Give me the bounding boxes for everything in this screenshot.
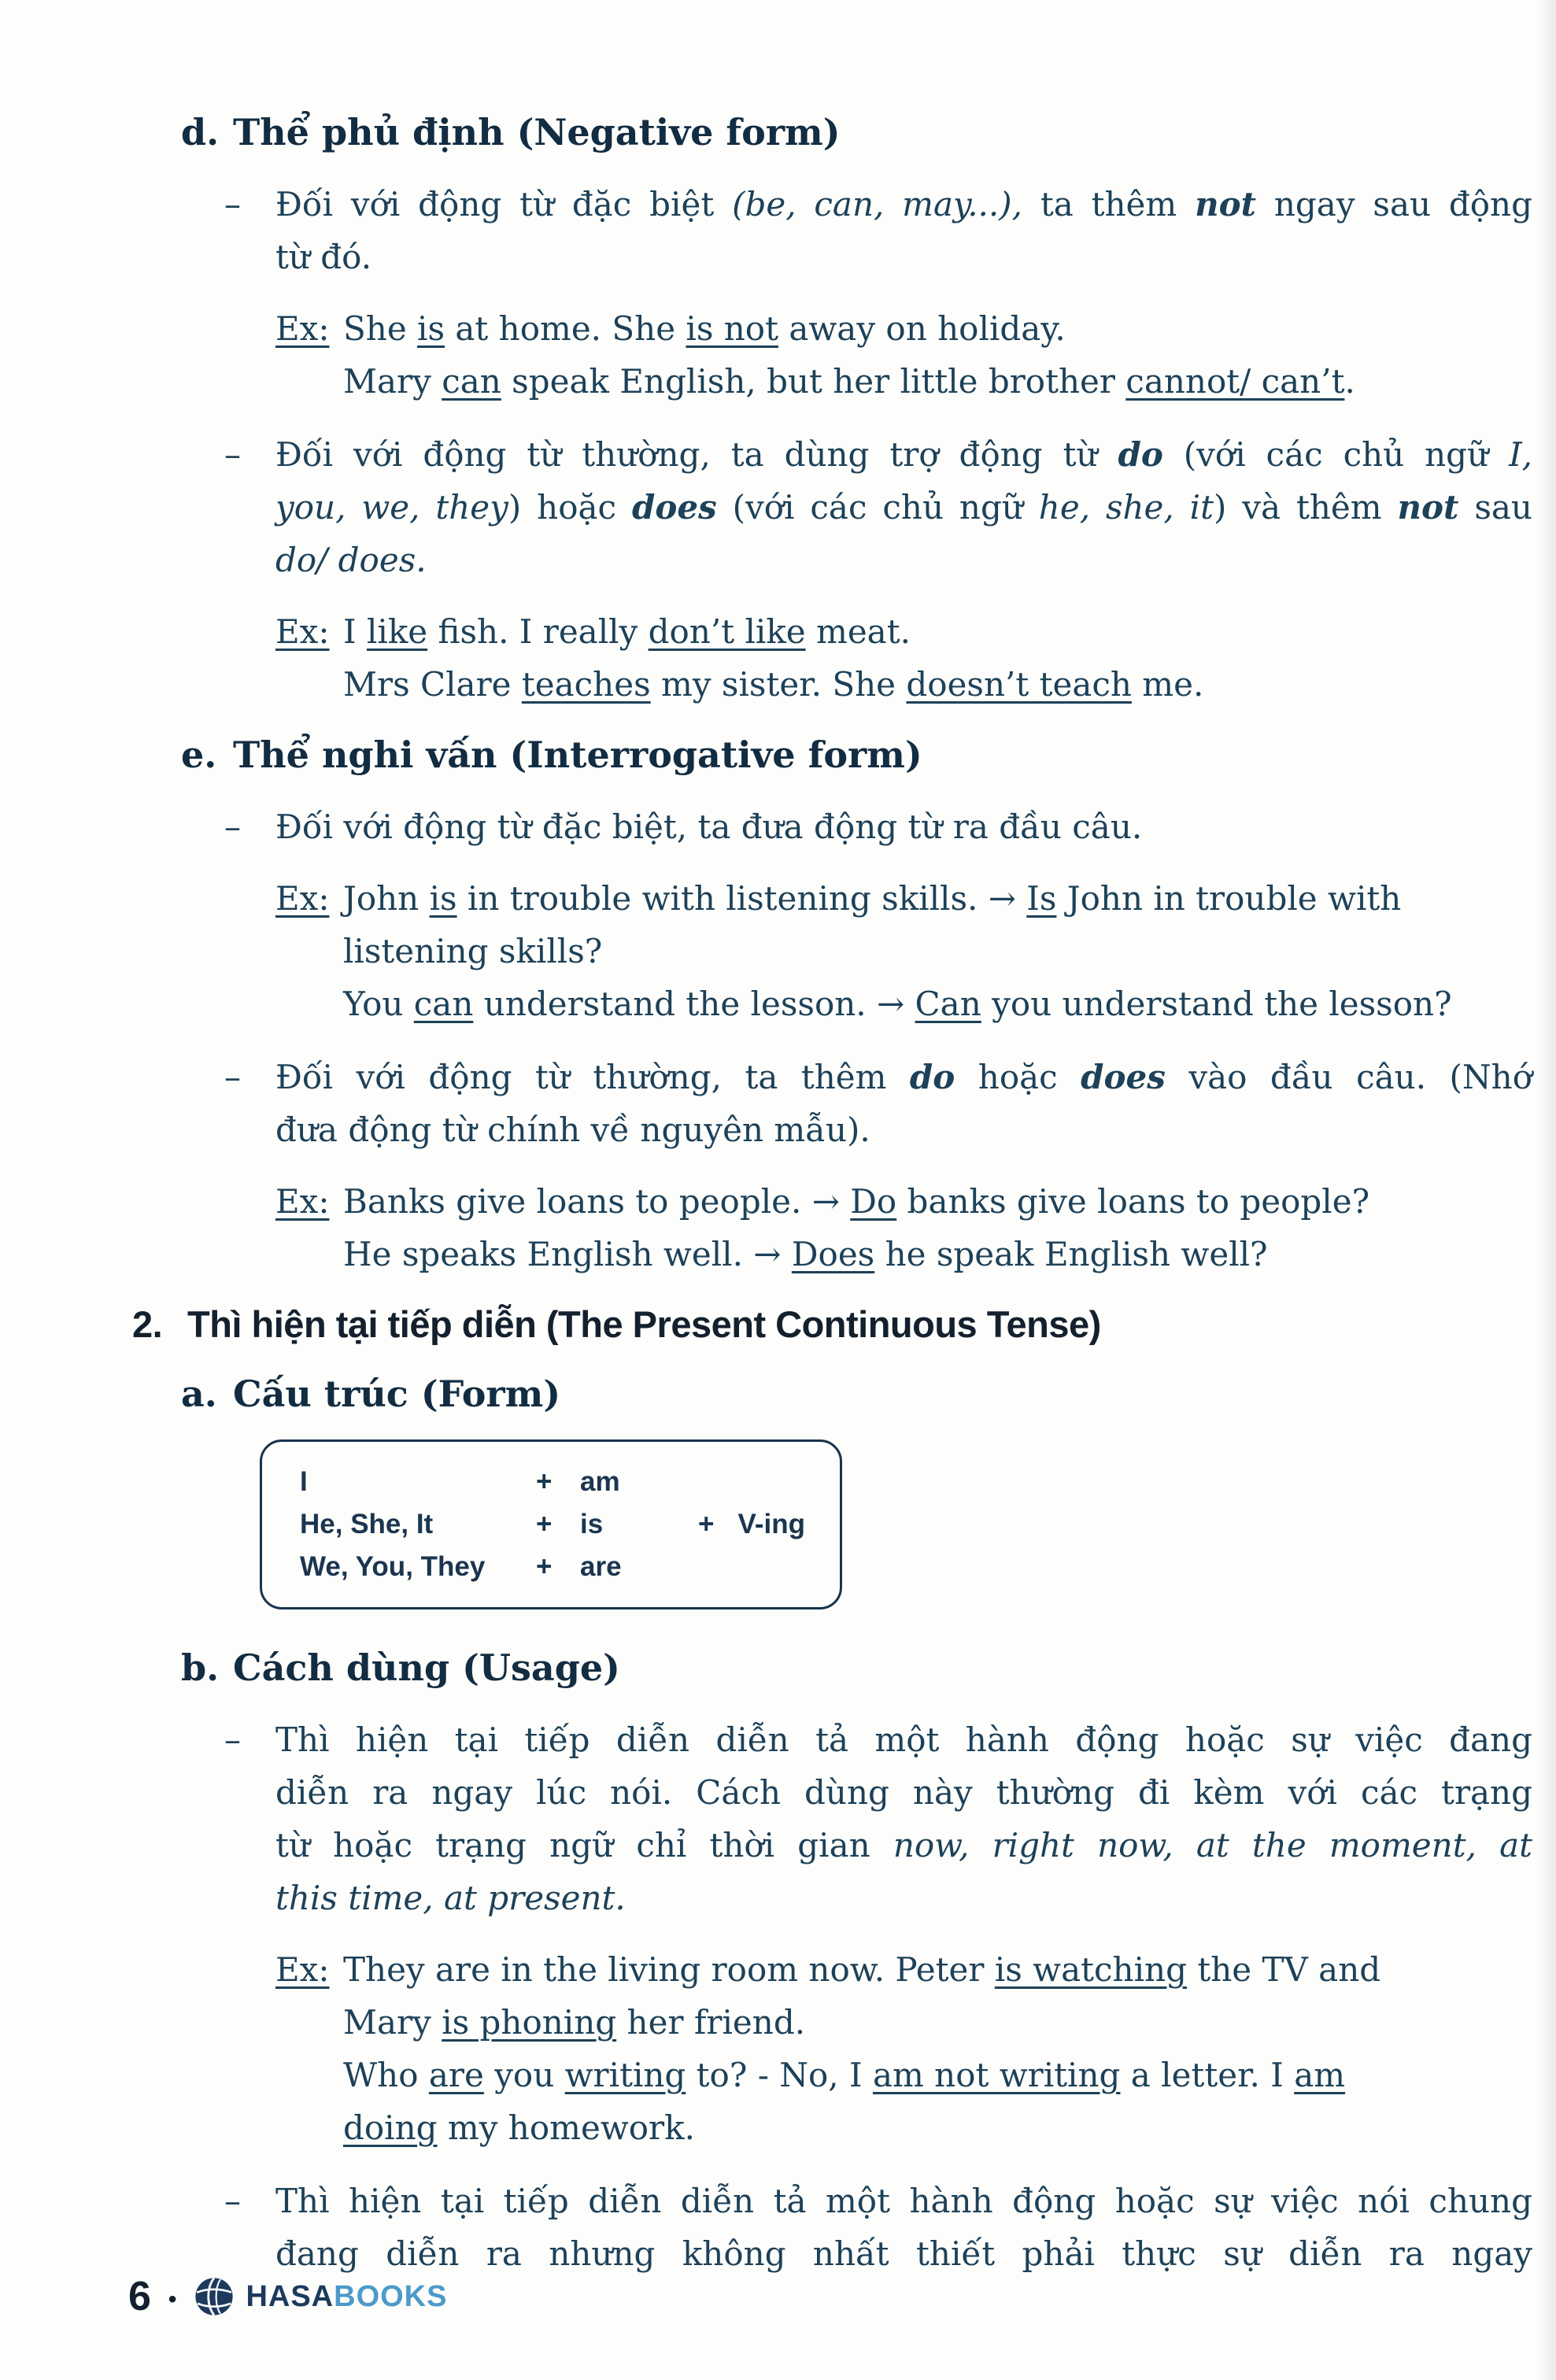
text-segment: me. — [1131, 665, 1204, 704]
brand-wordmark — [246, 2280, 447, 2314]
text-segment: am not writing — [872, 2056, 1121, 2094]
text-segment: Thì hiện tại tiếp diễn diễn tả một hành động hoặc sự việc nói chung — [275, 2182, 1532, 2220]
form-ving: V-ing — [737, 1509, 806, 1539]
text-segment: the TV and — [1186, 1950, 1381, 1989]
text-segment: ta thêm — [1022, 185, 1196, 224]
example-line — [343, 2101, 1532, 2154]
example-line — [343, 302, 1532, 355]
example-line — [343, 925, 1532, 978]
page-number: 6 — [128, 2274, 151, 2319]
text-segment: he speak English well? — [874, 1235, 1268, 1273]
text-segment: đưa động từ chính về nguyên mẫu). — [275, 1111, 870, 1149]
example-label: Ex: — [275, 309, 330, 348]
text-segment: (với các chủ ngữ — [716, 488, 1039, 527]
section-heading — [181, 731, 1532, 778]
text-line — [275, 2227, 1532, 2280]
text-segment: am — [1294, 2056, 1346, 2094]
text-segment: her friend. — [616, 2003, 806, 2042]
text-segment: a letter. I — [1120, 2056, 1295, 2094]
heading-title: Cách dùng (Usage) — [233, 1646, 620, 1689]
text-segment: Mrs Clare — [343, 665, 522, 704]
plus-sign: + — [536, 1551, 553, 1582]
text-segment: You — [343, 985, 414, 1023]
example-block — [275, 872, 1532, 1030]
text-segment: He speaks English well. → — [343, 1235, 792, 1273]
text-segment: Thì hiện tại tiếp diễn diễn tả một hành động hoặc sự việc đang — [275, 1720, 1532, 1759]
text-segment: does — [631, 488, 717, 527]
text-segment: sau — [1458, 488, 1532, 527]
bullet-item — [224, 428, 1532, 586]
text-segment: Banks give loans to people. → — [343, 1182, 851, 1221]
heading-label: d. — [181, 111, 220, 153]
text-line — [275, 1051, 1532, 1103]
text-segment: Does — [791, 1235, 875, 1273]
text-segment: Mary — [343, 2003, 442, 2042]
text-segment: banks give loans to people? — [896, 1182, 1370, 1221]
example-lines — [343, 605, 1532, 711]
text-segment: doing — [343, 2108, 438, 2147]
text-segment: Đối với động từ thường, ta dùng trợ động từ — [275, 435, 1118, 474]
example-lines — [343, 1175, 1532, 1281]
example-line — [343, 1943, 1532, 1996]
section-heading — [132, 1301, 1532, 1348]
form-subject: He, She, It — [300, 1509, 434, 1539]
dash-marker: – — [224, 435, 241, 474]
text-segment: do/ does. — [275, 541, 427, 579]
text-segment: cannot/ can’t — [1125, 362, 1345, 401]
example-line — [343, 605, 1532, 658]
text-segment: (be, can, may...), — [732, 185, 1022, 224]
text-segment: this time, at present. — [275, 1879, 626, 1917]
heading-title: Thì hiện tại tiếp diễn (The Present Continuous Tense) — [187, 1303, 1101, 1345]
text-segment: Đối với động từ đặc biệt, ta đưa động từ ra đầu câu. — [275, 808, 1143, 846]
bullet-text — [275, 2175, 1532, 2280]
bullet-item — [224, 800, 1532, 853]
example-line — [343, 355, 1532, 408]
example-lines — [343, 872, 1532, 1030]
dash-marker: – — [224, 2182, 241, 2220]
heading-title: Thể phủ định (Negative form) — [233, 111, 841, 153]
text-segment: diễn ra ngay lúc nói. Cách dùng này thường đi kèm với các trạng — [275, 1773, 1532, 1812]
example-line — [343, 1175, 1532, 1228]
text-segment: is not — [686, 309, 778, 348]
example-lines — [343, 1943, 1532, 2154]
bullet-text — [275, 178, 1532, 283]
text-segment: now, right now, at the moment, at — [893, 1826, 1532, 1864]
text-segment: ) và thêm — [1213, 488, 1398, 527]
form-subject: We, You, They — [300, 1551, 486, 1582]
text-segment: vào đầu câu. (Nhớ — [1165, 1058, 1532, 1096]
text-segment: are — [428, 2056, 484, 2094]
section-heading — [181, 1644, 1532, 1691]
text-segment: They are in the living room now. Peter — [343, 1950, 995, 1989]
form-verb: are — [580, 1551, 622, 1582]
section-heading — [181, 1370, 1532, 1417]
bullet-text — [275, 800, 1532, 853]
text-segment: hoặc — [955, 1058, 1081, 1096]
heading-label: 2. — [132, 1303, 163, 1345]
text-segment: I — [343, 612, 367, 651]
example-line — [343, 1228, 1532, 1281]
form-box-row — [300, 1461, 824, 1503]
example-block — [275, 302, 1532, 408]
bullet-item — [224, 2175, 1532, 2280]
example-block — [275, 1943, 1532, 2154]
text-segment: my sister. She — [650, 665, 907, 704]
bullet-text — [275, 428, 1532, 586]
text-segment: Đối với động từ đặc biệt — [275, 185, 733, 224]
text-line — [275, 1103, 1532, 1156]
text-line — [275, 1713, 1532, 1766]
dash-marker: – — [224, 185, 241, 224]
form-box-row — [300, 1546, 824, 1588]
text-segment: do — [909, 1058, 955, 1096]
dash-marker: – — [224, 1058, 241, 1096]
text-segment: speak English, but her little brother — [501, 362, 1126, 401]
text-segment: to? - No, I — [686, 2056, 873, 2094]
text-segment: John in trouble with — [1056, 879, 1402, 918]
text-segment: does — [1081, 1058, 1166, 1096]
text-line — [275, 178, 1532, 231]
example-line — [343, 658, 1532, 711]
heading-title: Thể nghi vấn (Interrogative form) — [233, 734, 922, 776]
heading-title: Cấu trúc (Form) — [233, 1373, 561, 1415]
text-segment: away on holiday. — [778, 309, 1066, 348]
text-line — [275, 231, 1532, 283]
example-label: Ex: — [275, 612, 330, 651]
example-label: Ex: — [275, 1182, 330, 1221]
plus-sign: + — [536, 1509, 553, 1539]
form-box-row — [300, 1503, 824, 1546]
text-segment: not — [1195, 185, 1257, 224]
text-line — [275, 1872, 1532, 1924]
example-lines — [343, 302, 1532, 408]
text-line — [275, 2175, 1532, 2227]
text-segment: fish. I really — [427, 612, 649, 651]
text-segment: is phoning — [442, 2003, 617, 2042]
text-segment: ) hoặc — [508, 488, 632, 527]
globe-icon — [192, 2275, 236, 2319]
text-line — [275, 800, 1532, 853]
bullet-item — [224, 1713, 1532, 1924]
text-segment: doesn’t teach — [906, 665, 1132, 704]
text-segment: you, we, they — [275, 488, 508, 527]
bullet-text — [275, 1051, 1532, 1156]
bullet-item — [224, 178, 1532, 283]
text-segment: do — [1118, 435, 1163, 474]
text-segment: my homework. — [437, 2108, 695, 2147]
text-segment: at home. She — [445, 309, 686, 348]
text-segment: don’t like — [648, 612, 806, 651]
text-segment: is — [429, 879, 457, 918]
text-line — [275, 428, 1532, 481]
footer — [128, 2273, 447, 2320]
text-line — [275, 534, 1532, 586]
separator-dot: • — [168, 2286, 177, 2312]
heading-label: b. — [181, 1646, 220, 1689]
form-ving-cell — [698, 1503, 824, 1546]
dash-marker: – — [224, 1720, 241, 1759]
plus-sign: + — [698, 1509, 715, 1539]
text-line — [275, 1819, 1532, 1872]
text-segment: I, — [1509, 435, 1533, 474]
example-label: Ex: — [275, 1950, 330, 1989]
text-segment: not — [1397, 488, 1459, 527]
text-segment: Mary — [343, 362, 442, 401]
plus-sign: + — [536, 1466, 553, 1497]
form-verb: am — [580, 1466, 620, 1497]
text-segment: Is — [1026, 879, 1057, 918]
brand-hasa: HASA — [246, 2279, 334, 2313]
example-line — [343, 978, 1532, 1030]
text-segment: listening skills? — [343, 932, 603, 970]
text-segment: John — [343, 879, 430, 918]
text-segment: in trouble with listening skills. → — [456, 879, 1027, 918]
text-line — [275, 1766, 1532, 1819]
text-segment: Who — [343, 2056, 429, 2094]
example-block — [275, 1175, 1532, 1281]
text-segment: you — [483, 2056, 565, 2094]
text-segment: can — [442, 362, 501, 401]
text-segment: Do — [850, 1182, 897, 1221]
text-segment: can — [413, 985, 474, 1023]
example-line — [343, 1996, 1532, 2049]
bullet-text — [275, 1713, 1532, 1924]
form-verb: is — [580, 1509, 604, 1539]
text-line — [275, 481, 1532, 534]
text-segment: he, she, it — [1038, 488, 1214, 527]
dash-marker: – — [224, 808, 241, 846]
text-segment: Can — [915, 985, 981, 1023]
text-segment: She — [343, 309, 418, 348]
example-line — [343, 2049, 1532, 2101]
text-segment: is — [417, 309, 445, 348]
text-segment: từ đó. — [275, 238, 372, 276]
text-segment: ngay sau động — [1256, 185, 1532, 224]
text-segment: meat. — [805, 612, 911, 651]
example-line — [343, 872, 1532, 925]
text-segment: like — [366, 612, 428, 651]
example-label: Ex: — [275, 879, 330, 918]
text-segment: writing — [564, 2056, 686, 2094]
example-block — [275, 605, 1532, 711]
bullet-item — [224, 1051, 1532, 1156]
section-heading — [181, 109, 1532, 156]
form-subject: I — [300, 1466, 308, 1497]
heading-label: a. — [181, 1373, 217, 1415]
form-box — [260, 1439, 842, 1609]
text-segment: Đối với động từ thường, ta thêm — [275, 1058, 910, 1096]
text-segment: đang diễn ra nhưng không nhất thiết phải thực sự diễn ra ngay — [275, 2234, 1532, 2273]
text-segment: (với các chủ ngữ — [1162, 435, 1510, 474]
text-segment: you understand the lesson? — [981, 985, 1452, 1023]
text-segment: teaches — [521, 665, 651, 704]
brand-books: BOOKS — [334, 2279, 448, 2313]
text-segment: từ hoặc trạng ngữ chỉ thời gian — [275, 1826, 893, 1864]
text-segment: . — [1344, 362, 1355, 401]
text-segment: is watching — [994, 1950, 1187, 1989]
heading-label: e. — [181, 734, 217, 776]
text-segment: understand the lesson. → — [473, 985, 915, 1023]
